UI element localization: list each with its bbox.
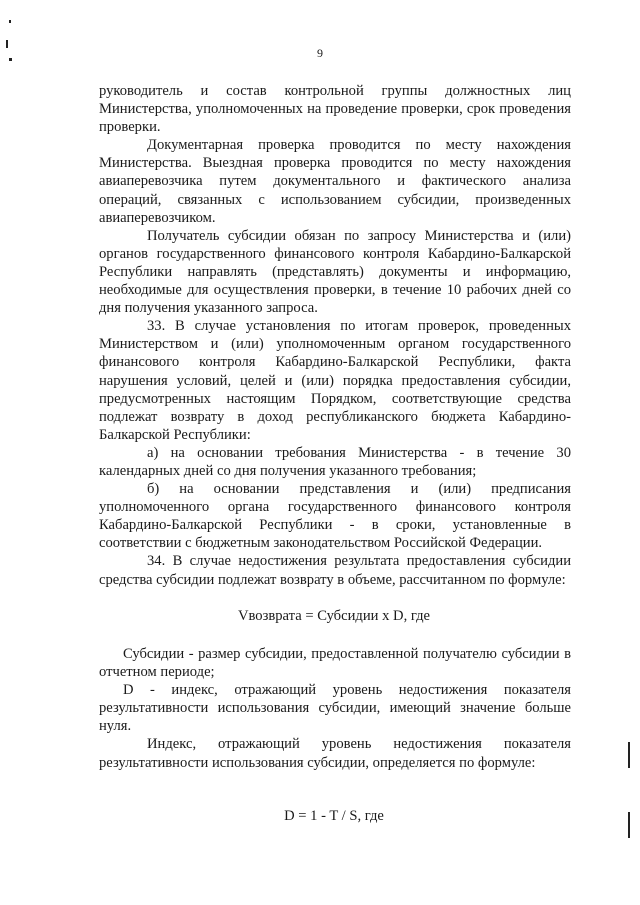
page-number: 9 [317, 46, 323, 60]
paragraph-33: 33. В случае установления по итогам проверок, проведенных Министерством и (или) уполномоченным органом государственного финансового контроля Кабардино-Балкарской Республики, факта нарушения условий, целей и (или) порядка предоставления субсидии, предусмотренных настоящим Порядком, соответствующие средства подлежат возврату в доход республиканского бюджета Кабардино-Балкарской Республики: [99, 318, 571, 443]
definition-subsidy: Субсидии - размер субсидии, предоставленной получателю субсидии в отчетном периоде; [99, 646, 571, 681]
scan-mark [9, 58, 12, 61]
definition-d: D - индекс, отражающий уровень недостижения показателя результативности использования субсидии, имеющий значение больше нуля. [99, 682, 571, 735]
definition-index: Индекс, отражающий уровень недостижения показателя результативности использования субсидии, определяется по формуле: [99, 736, 571, 771]
scan-mark [9, 20, 11, 23]
paragraph-34: 34. В случае недостижения результата предоставления субсидии средства субсидии подлежат возврату в объеме, рассчитанном по формуле: [99, 553, 571, 588]
paragraph-33-b: б) на основании представления и (или) предписания уполномоченного органа государственного финансового контроля Кабардино-Балкарской Республики - в сроки, установленные в соответствии с бюджетным законодательством Российской Федерации. [99, 481, 571, 552]
paragraph-recipient-obligation: Получатель субсидии обязан по запросу Министерства и (или) органов государственного финансового контроля Кабардино-Балкарской Республики направлять (представлять) документы и информацию, необходимые для осуществления проверки, в течение 10 рабочих дней со дня получения указанного запроса. [99, 227, 571, 317]
formula-refund-text: Vвозврата = Субсидии x D, где [237, 608, 431, 624]
formula-index [14, 808, 640, 825]
paragraph-33-a: а) на основании требования Министерства - в течение 30 календарных дней со дня получения указанного требования; [99, 444, 571, 479]
scan-mark [628, 742, 630, 768]
definitions-block [99, 645, 571, 772]
scan-mark [6, 40, 8, 48]
formula-refund [14, 608, 640, 625]
paragraph-documentary-check: Документарная проверка проводится по месту нахождения Министерства. Выездная проверка проводится по месту нахождения авиаперевозчика путем документального и фактического анализа операций, связанных с использованием субсидии, произведенных авиаперевозчиком. [99, 137, 571, 226]
formula-index-text: D = 1 - T / S, где [284, 808, 384, 824]
paragraph-continuation: руководитель и состав контрольной группы должностных лиц Министерства, уполномоченных на проведение проверки, срок проведения проверки. [99, 83, 571, 136]
document-body [99, 82, 571, 589]
